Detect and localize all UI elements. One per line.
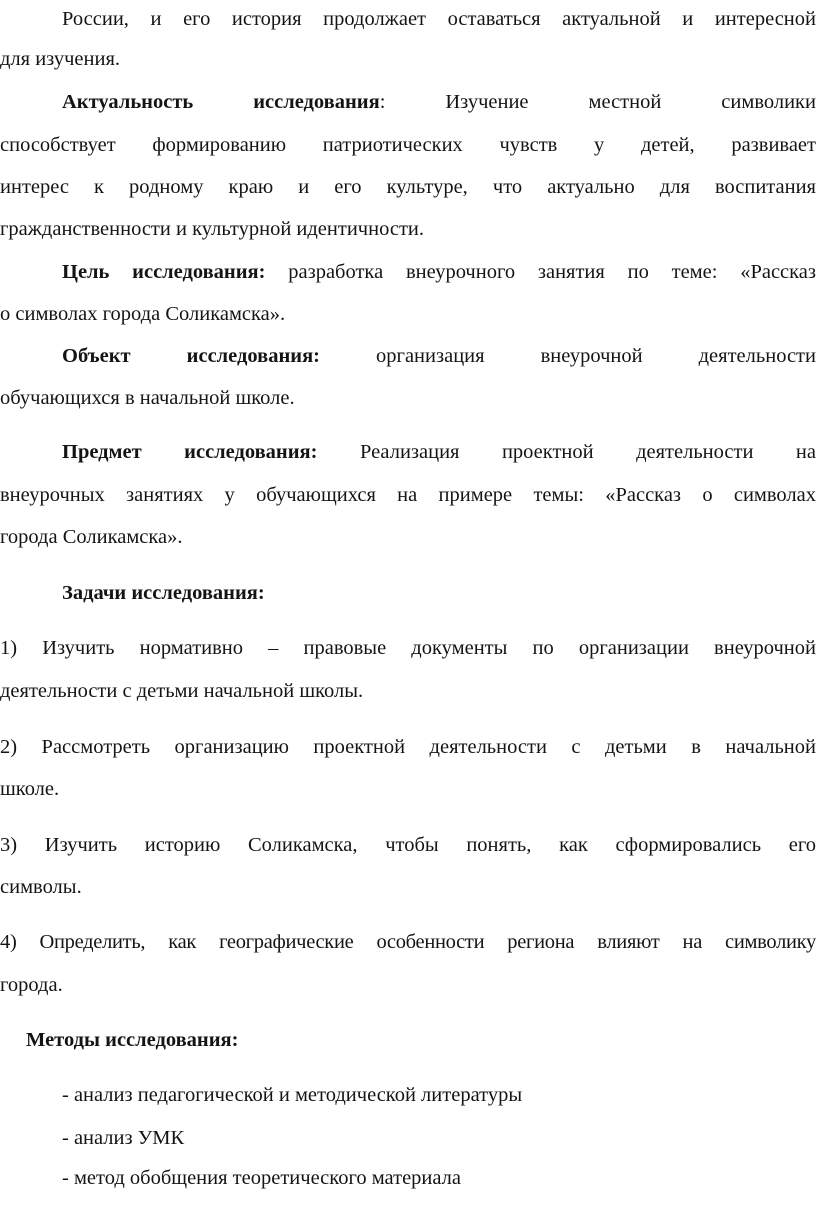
tasks-heading: Задачи исследования: bbox=[62, 582, 265, 604]
object-line-1 bbox=[62, 342, 816, 370]
object-line-2: обучающихся в начальной школе. bbox=[0, 387, 295, 409]
methods-heading: Методы исследования: bbox=[26, 1029, 239, 1051]
goal-label: Цель исследования: bbox=[62, 261, 266, 283]
subject-line-2: внеурочных занятиях у обучающихся на примере темы: «Рассказ о символах bbox=[0, 484, 816, 506]
object-label: Объект исследования: bbox=[62, 345, 320, 367]
intro-line-1: России, и его история продолжает оставаться актуальной и интересной bbox=[62, 8, 816, 30]
intro-line-2: для изучения. bbox=[0, 48, 121, 70]
relevance-line-3: интерес к родному краю и его культуре, что актуально для воспитания bbox=[0, 176, 816, 198]
method-item-3: - метод обобщения теоретического материала bbox=[62, 1167, 461, 1189]
relevance-label: Актуальность исследования bbox=[62, 91, 380, 113]
goal-text: разработка внеурочного занятия по теме: «Рассказ bbox=[288, 261, 816, 283]
relevance-line-4: гражданственности и культурной идентичности. bbox=[0, 218, 425, 240]
task-2-line-2: школе. bbox=[0, 778, 60, 800]
object-text: организация внеурочной деятельности bbox=[376, 345, 816, 367]
goal-line-2: о символах города Соликамска». bbox=[0, 303, 286, 325]
method-item-1: - анализ педагогической и методической литературы bbox=[62, 1084, 523, 1106]
subject-line-3: города Соликамска». bbox=[0, 526, 183, 548]
task-2-line-1: 2) Рассмотреть организацию проектной деятельности с детьми в начальной bbox=[0, 736, 816, 758]
task-1-line-2: деятельности с детьми начальной школы. bbox=[0, 680, 364, 702]
task-3-line-1: 3) Изучить историю Соликамска, чтобы понять, как сформировались его bbox=[0, 834, 816, 856]
subject-line-1 bbox=[62, 438, 816, 466]
task-4-line-1: 4) Определить, как географические особенности региона влияют на символику bbox=[0, 931, 816, 953]
relevance-line-2: способствует формированию патриотических чувств у детей, развивает bbox=[0, 134, 816, 156]
subject-text: Реализация проектной деятельности на bbox=[359, 441, 816, 463]
goal-line-1 bbox=[62, 258, 816, 286]
relevance-colon: : bbox=[379, 91, 386, 113]
task-1-line-1: 1) Изучить нормативно – правовые документы по организации внеурочной bbox=[0, 637, 816, 659]
subject-label: Предмет исследования: bbox=[62, 441, 318, 463]
method-item-2: - анализ УМК bbox=[62, 1127, 185, 1149]
relevance-text: Изучение местной символики bbox=[445, 91, 816, 113]
task-3-line-2: символы. bbox=[0, 876, 82, 898]
task-4-line-2: города. bbox=[0, 974, 63, 996]
relevance-line-1 bbox=[62, 88, 816, 116]
